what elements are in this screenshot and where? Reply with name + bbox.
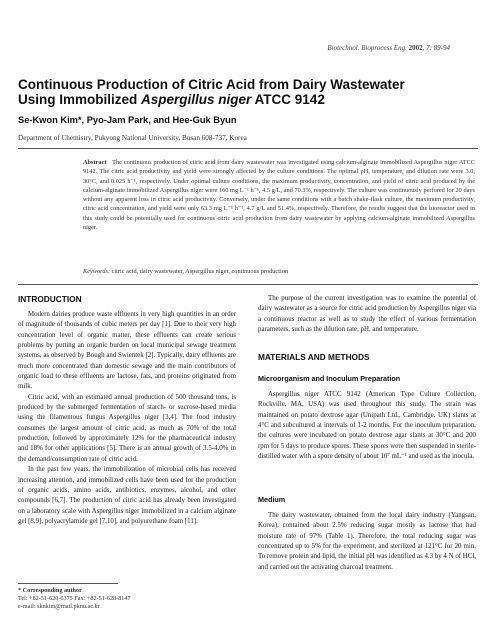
- keywords: [83, 268, 475, 275]
- methods-heading: MATERIALS AND METHODS: [258, 352, 370, 362]
- abstract-label: Abstract: [83, 159, 107, 166]
- title-line-2: Using Immobilized Aspergillus niger ATCC 9142: [18, 91, 325, 107]
- paper-title: [18, 78, 458, 107]
- subsection-medium: Medium: [258, 495, 286, 504]
- journal-name: Biotechnol. Bioprocess Eng.: [327, 44, 407, 52]
- divider-bottom: [18, 284, 478, 285]
- abstract: [83, 158, 475, 232]
- corresponding-author-label: * Corresponding author: [18, 587, 82, 594]
- journal-year: 2002: [408, 44, 423, 52]
- journal-header: Biotechnol. Bioprocess Eng. 2002, 7: 89-94: [327, 44, 450, 52]
- author-list: Se-Kwon Kim*, Pyo-Jam Park, and Hee-Guk Byun: [18, 115, 237, 125]
- keywords-text: citric acid, dairy wastewater, Aspergillus niger, continuous production: [111, 268, 288, 275]
- contact-phone-fax: Tel: +82-51-620-6375 Fax: +82-51-628-8147: [18, 595, 131, 602]
- title-line-1: Continuous Production of Citric Acid from Dairy Wastewater: [18, 77, 405, 92]
- microorganism-paragraph: Aspergillus niger ATCC 9142 (American Type Culture Collection, Rockville, MA, USA) was used throughout this study. The strain was maintained on potato dextrose agar (Unipath Ltd., Cambridge, UK) slants at 4°C and subcultured at intervals of 1-2 months. For the inoculum preparation, the cultures were incubated on potato dextrose agar slants at 30°C and 200 rpm for 5 days to produce spores. These spores were then suspended in sterile-distilled water with a spore density of about 10⁷ mL⁻¹ and used as the inocula.: [258, 391, 476, 461]
- medium-paragraph: The dairy wastewater, obtained from the local dairy industry (Yangsan, Korea), contained about 2.5% reducing sugar mostly as lactose that had moisture rate of 97% (Table 1). Therefore, the total reducing sugar was concentrated up to 5% for the experiment, and sterilized at 121°C for 20 min. To remove protein and lipid, the initial pH was identified as 4.3 by 4 N of HCl, and carried out the activating charcoal treatment.: [258, 512, 476, 571]
- journal-volume-pages: 7: 89-94: [426, 44, 450, 52]
- purpose-paragraph: The purpose of the current investigation was to examine the potential of dairy wastewater as a source for citric acid production by Aspergillus niger via a continuous reactor as well as to study the effect of various fermentation parameters, such as the dilution rate, pH, and temperature.: [258, 295, 476, 334]
- footnote-rule: [18, 583, 118, 584]
- footnote: [18, 587, 236, 611]
- right-column-intro: [258, 294, 476, 335]
- title-species: Aspergillus niger: [141, 91, 252, 107]
- affiliation: Department of Chemistry, Pukyong National University, Busan 608-737, Korea: [18, 134, 247, 142]
- keywords-label: Keywords:: [83, 268, 111, 275]
- intro-paragraph-2: Citric acid, with an estimated annual production of 500 thousand tons, is produced by the submerged fermentation of starch- or sucrose-based media using the filamentous fungus Aspergillus niger [3,4]. The food industry consumes the largest amount of citric acid, as much as 70% of the total production, followed by approximately 12% for the pharmaceutical industry and 18% for other applications [5]. There is an annual growth of 3.5-4.0% in the demand/consumption rate of citric acid.: [18, 393, 236, 463]
- microorganism-body: [258, 390, 476, 462]
- contact-email: e-mail: sknkim@mail.pknu.ac.kr: [18, 603, 100, 610]
- abstract-text: The continuous production of citric acid from dairy wastewater was investigated using calcium-alginate immobilized Aspergillus niger ATCC 9142. The citric acid productivity and yield were strongly affected by the culture conditions. The optimal pH, temperature, and dilution rate were 3.0, 30°C, and 0.025 h⁻¹, respectively. Under optimal culture conditions, the maximum productivity, concentration, and yield of citric acid produced by the calcium-alginate immobilized Aspergillus niger were 160 mg L⁻¹ h⁻¹, 4.5 g/L, and 70.3%, respectively. The culture was continuously perfored for 20 days without any apparent loss in citric acid productivity. Conversely, under the same conditions with a batch shake-flask culture, the maximum productivity, citric acid concentration, and yield were only 63.3 mg L⁻¹ h⁻¹, 4.7 g/L and 51.4%, respectively. Therefore, the results suggest that the bioreactor used in this study could be potentially used for continuous citric acid production from dairy wastewater by applying calcium-alginate immobilized Aspergillus niger.: [83, 159, 475, 232]
- intro-paragraph-1: Modern dairies produce waste effluents in very high quantities in an order of magnitude of thousands of cubic meters per day [1]. Due to their very high concentration level of organic matter, these effluents can create serious problems by putting an organic burden on local municipal sewage treatment systems, as observed by Bough and Swientek [2]. Typically, dairy effluents are much more concentrated than domestic sewage and the main contributors of organic load to these effluents are lactose, fats, and proteins originated from milk.: [18, 311, 236, 391]
- intro-body: [18, 310, 236, 527]
- subsection-microorganism: Microorganism and Inoculum Preparation: [258, 374, 401, 383]
- divider-top: [18, 148, 478, 149]
- medium-body: [258, 511, 476, 573]
- intro-paragraph-3: In the past few years, the immobilization of microbial cells has received increasing attention, and immobilized cells have been used for the production of organic acids, amino acids, antibiotics, enzymes, alcohol, and other compounds [6,7]. The production of citric acid has already been investigated on a laboratory scale with Aspergillus niger immobilized in a calcium alginate gel [8,9], polyacrylamide gel [7,10], and polyurethane foam [11].: [18, 466, 236, 525]
- intro-heading: INTRODUCTION: [18, 294, 82, 304]
